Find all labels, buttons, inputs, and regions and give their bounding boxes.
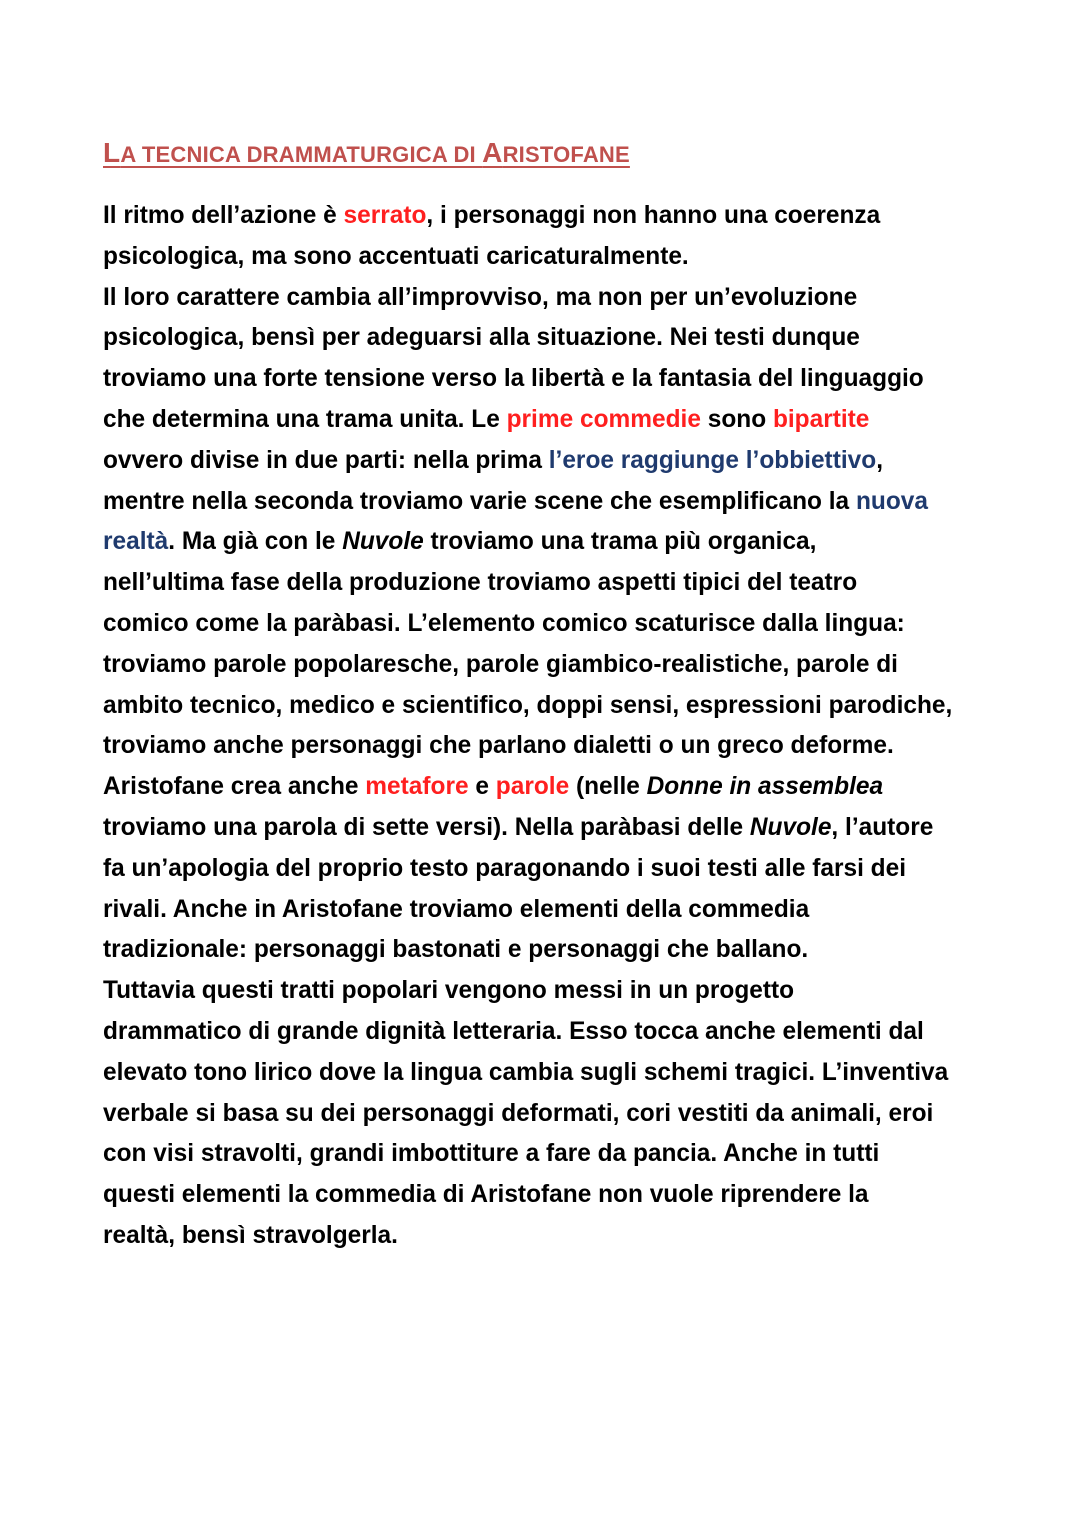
text-line — [103, 1216, 978, 1257]
text-line — [103, 930, 978, 971]
text-line — [103, 359, 978, 400]
text-segment: Tuttavia questi tratti popolari vengono messi in un progetto — [103, 977, 795, 1005]
text-segment: nell’ultima fase della produzione troviamo aspetti tipici del teatro — [103, 569, 858, 597]
italic-title-text: Nuvole — [342, 528, 424, 556]
text-segment: (nelle — [569, 773, 647, 801]
text-line — [103, 400, 978, 441]
text-segment: sono — [700, 405, 773, 433]
text-line — [103, 808, 978, 849]
text-line — [103, 767, 978, 808]
text-line — [103, 890, 978, 931]
text-line — [103, 1053, 978, 1094]
document-title — [103, 137, 630, 169]
text-segment: Aristofane crea anche — [103, 773, 366, 801]
text-segment: , i personaggi non hanno una coerenza — [426, 202, 881, 229]
highlight-red-text: bipartite — [772, 405, 870, 433]
text-segment: , l’autore — [831, 813, 934, 841]
text-segment: troviamo una parola di sette versi). Nella paràbasi delle — [103, 813, 750, 841]
text-line — [103, 1175, 978, 1216]
text-segment: , — [876, 446, 883, 474]
text-line — [103, 441, 978, 482]
highlight-red-text: metafore — [365, 773, 469, 801]
text-segment: troviamo anche personaggi che parlano dialetti o un greco deforme. — [103, 732, 894, 760]
text-segment: troviamo una forte tensione verso la libertà e la fantasia del linguaggio — [103, 365, 924, 393]
title-initial-1: L — [103, 137, 121, 168]
body-paragraph — [103, 196, 983, 1257]
text-line — [103, 522, 978, 563]
text-segment: che determina una trama unita. Le — [103, 405, 507, 433]
text-segment: tradizionale: personaggi bastonati e personaggi che ballano. — [103, 936, 809, 964]
text-segment: troviamo parole popolaresche, parole giambico-realistiche, parole di — [103, 650, 898, 678]
text-line — [103, 645, 978, 686]
title-part-1: A TECNICA DRAMMATURGICA DI — [120, 142, 483, 167]
highlight-blue-text: l’eroe raggiunge l’obbiettivo — [548, 446, 877, 474]
title-part-2: RISTOFANE — [502, 142, 630, 167]
text-segment: drammatico di grande dignità letteraria. Esso tocca anche elementi dal — [103, 1017, 924, 1045]
italic-title-text: Nuvole — [749, 813, 832, 841]
text-line — [103, 971, 978, 1012]
title-initial-2: A — [482, 137, 503, 168]
text-line — [103, 604, 978, 645]
text-segment: psicologica, bensì per adeguarsi alla situazione. Nei testi dunque — [103, 324, 860, 352]
text-line — [103, 1094, 978, 1135]
text-segment: . Ma già con le — [168, 528, 343, 556]
text-segment: e — [468, 773, 496, 801]
text-line — [103, 849, 978, 890]
text-segment: verbale si basa su dei personaggi deformati, cori vestiti da animali, eroi — [103, 1099, 934, 1127]
text-segment: con visi stravolti, grandi imbottiture a fare da pancia. Anche in tutti — [103, 1140, 880, 1168]
text-segment: mentre nella seconda troviamo varie scene che esemplificano la — [103, 487, 856, 515]
text-segment: Il loro carattere cambia all’improvviso, ma non per un’evoluzione — [103, 283, 858, 311]
text-segment: rivali. Anche in Aristofane troviamo elementi della commedia — [103, 895, 810, 923]
text-line — [103, 686, 978, 727]
italic-title-text: Donne in assemblea — [646, 773, 884, 801]
text-segment: troviamo una trama più organica, — [423, 528, 817, 556]
text-line — [103, 726, 978, 767]
highlight-blue-text: nuova — [855, 487, 928, 515]
text-line — [103, 482, 978, 523]
highlight-red-text: serrato — [343, 202, 427, 229]
text-segment: questi elementi la commedia di Aristofane non vuole riprendere la — [103, 1181, 869, 1209]
text-segment: ovvero divise in due parti: nella prima — [103, 446, 549, 474]
text-segment: realtà, bensì stravolgerla. — [103, 1221, 398, 1249]
text-line — [103, 237, 978, 278]
text-segment: psicologica, ma sono accentuati caricaturalmente. — [103, 242, 689, 270]
text-line — [103, 278, 978, 319]
text-line — [103, 196, 978, 237]
text-segment: fa un’apologia del proprio testo paragonando i suoi testi alle farsi dei — [103, 854, 907, 882]
text-segment: Il ritmo dell’azione è — [103, 202, 344, 229]
text-segment: elevato tono lirico dove la lingua cambia sugli schemi tragici. L’inventiva — [103, 1058, 949, 1086]
text-segment: ambito tecnico, medico e scientifico, doppi sensi, espressioni parodiche, — [103, 691, 953, 719]
highlight-red-text: parole — [495, 773, 570, 801]
highlight-blue-text: realtà — [103, 528, 169, 556]
text-line — [103, 318, 978, 359]
highlight-red-text: prime commedie — [506, 405, 701, 433]
text-line — [103, 563, 978, 604]
text-line — [103, 1134, 978, 1175]
text-line — [103, 1012, 978, 1053]
text-segment: comico come la paràbasi. L’elemento comico scaturisce dalla lingua: — [103, 609, 905, 637]
